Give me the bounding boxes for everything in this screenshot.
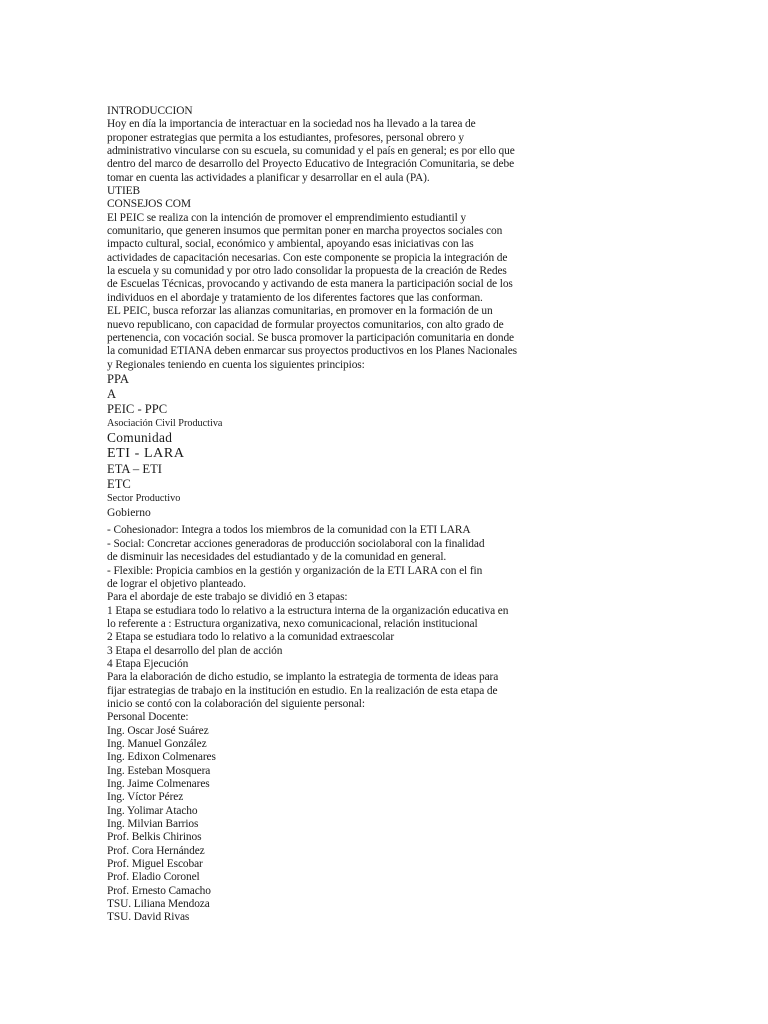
text-line: pertenencia, con vocación social. Se busca promover la participación comunitaria en donde [107, 331, 515, 344]
document-page [107, 105, 537, 925]
staff-heading: Personal Docente: [107, 711, 189, 724]
list-item: Ing. Esteban Mosquera [107, 764, 211, 777]
list-item: TSU. Liliana Mendoza [107, 898, 210, 911]
text-line: de lograr el objetivo planteado. [107, 577, 246, 590]
text-line: - Social: Concretar acciones generadoras de producción sociolaboral con la finalidad [107, 537, 485, 550]
text-line: Para la elaboración de dicho estudio, se implanto la estrategia de tormenta de ideas para [107, 671, 499, 684]
list-item: Prof. Eladio Coronel [107, 871, 200, 884]
label-utieb: UTIEB [107, 185, 141, 198]
text-line: y Regionales teniendo en cuenta los siguientes principios: [107, 358, 365, 371]
text-line: individuos en el abordaje y tratamiento de los diferentes factores que las conforman. [107, 291, 483, 304]
text-line: El PEIC se realiza con la intención de promover el emprendimiento estudiantil y [107, 211, 467, 224]
principles-paragraph [107, 524, 537, 711]
text-line: impacto cultural, social, económico y ambiental, apoyando esas iniciativas con las [107, 238, 474, 251]
text-line: lo referente a : Estructura organizativa, nexo comunicacional, relación institucional [107, 617, 478, 630]
text-line: fijar estrategias de trabajo en la institución en estudio. En la realización de esta etapa de [107, 684, 498, 697]
list-item: Prof. Belkis Chirinos [107, 831, 202, 844]
list-item: Ing. Manuel González [107, 737, 207, 750]
label-a: A [107, 386, 117, 401]
list-item: Ing. Oscar José Suárez [107, 724, 209, 737]
text-line: 1 Etapa se estudiara todo lo relativo a la estructura interna de la organización educativa en [107, 604, 509, 617]
label-gobierno: Gobierno [107, 506, 151, 520]
text-line: Para el abordaje de este trabajo se dividió en 3 etapas: [107, 591, 348, 604]
text-line: proponer estrategias que permita a los estudiantes, profesores, personal obrero y [107, 131, 464, 144]
diagram-labels [107, 372, 537, 521]
text-line: EL PEIC, busca reforzar las alianzas comunitarias, en promover en la formación de un [107, 305, 493, 318]
list-item: Ing. Edixon Colmenares [107, 751, 216, 764]
staff-list [107, 725, 537, 925]
text-line: actividades de capacitación necesarias. Con este componente se propicia la integración de [107, 251, 508, 264]
label-sector: Sector Productivo [107, 493, 181, 505]
text-line: 4 Etapa Ejecución [107, 657, 189, 670]
list-item: Prof. Ernesto Camacho [107, 884, 211, 897]
label-peic-ppc: PEIC - PPC [107, 401, 168, 416]
list-item: TSU. David Rivas [107, 911, 190, 924]
text-line: tomar en cuenta las actividades a planificar y desarrollar en el aula (PA). [107, 171, 430, 184]
text-line: comunitario, que generen insumos que permitan poner en marcha proyectos sociales con [107, 225, 503, 238]
intro-heading: INTRODUCCION [107, 105, 193, 117]
text-line: 2 Etapa se estudiara todo lo relativo a la comunidad extraescolar [107, 631, 395, 644]
label-etc: ETC [107, 477, 131, 492]
label-ppa: PPA [107, 371, 129, 386]
text-line: de Escuelas Técnicas, provocando y activando de esta manera la participación social de los [107, 278, 513, 291]
peic-paragraph [107, 212, 537, 372]
list-item: Ing. Milvian Barrios [107, 818, 199, 831]
text-line: 3 Etapa el desarrollo del plan de acción [107, 644, 283, 657]
text-line: la comunidad ETIANA deben enmarcar sus proyectos productivos en los Planes Nacionales [107, 345, 517, 358]
label-eti-lara: ETI - LARA [107, 446, 185, 462]
text-line: - Flexible: Propicia cambios en la gestión y organización de la ETI LARA con el fin [107, 564, 483, 577]
list-item: Prof. Cora Hernández [107, 844, 205, 857]
list-item: Prof. Miguel Escobar [107, 858, 203, 871]
text-line: dentro del marco de desarrollo del Proyecto Educativo de Integración Comunitaria, se debe [107, 158, 515, 171]
text-line: Hoy en día la importancia de interactuar en la sociedad nos ha llevado a la tarea de [107, 118, 476, 131]
label-asociacion: Asociación Civil Productiva [107, 417, 223, 429]
label-eta-eti: ETA – ETI [107, 462, 162, 477]
label-consejos: CONSEJOS COM [107, 198, 191, 211]
text-line: nuevo republicano, con capacidad de formular proyectos comunitarios, con alto grado de [107, 318, 504, 331]
label-comunidad: Comunidad [107, 430, 173, 446]
text-line: de disminuir las necesidades del estudiantado y de la comunidad en general. [107, 551, 447, 564]
text-line: inicio se contó con la colaboración del siguiente personal: [107, 697, 365, 710]
text-line: la escuela y su comunidad y por otro lado consolidar la propuesta de la creación de Redes [107, 265, 507, 278]
intro-paragraph [107, 118, 537, 185]
list-item: Ing. Jaime Colmenares [107, 778, 210, 790]
list-item: Ing. Yolimar Atacho [107, 804, 198, 817]
text-line: - Cohesionador: Integra a todos los miembros de la comunidad con la ETI LARA [107, 524, 471, 537]
list-item: Ing. Víctor Pérez [107, 791, 184, 804]
text-line: administrativo vincularse con su escuela, su comunidad y el país en general; es por ello que [107, 145, 515, 158]
